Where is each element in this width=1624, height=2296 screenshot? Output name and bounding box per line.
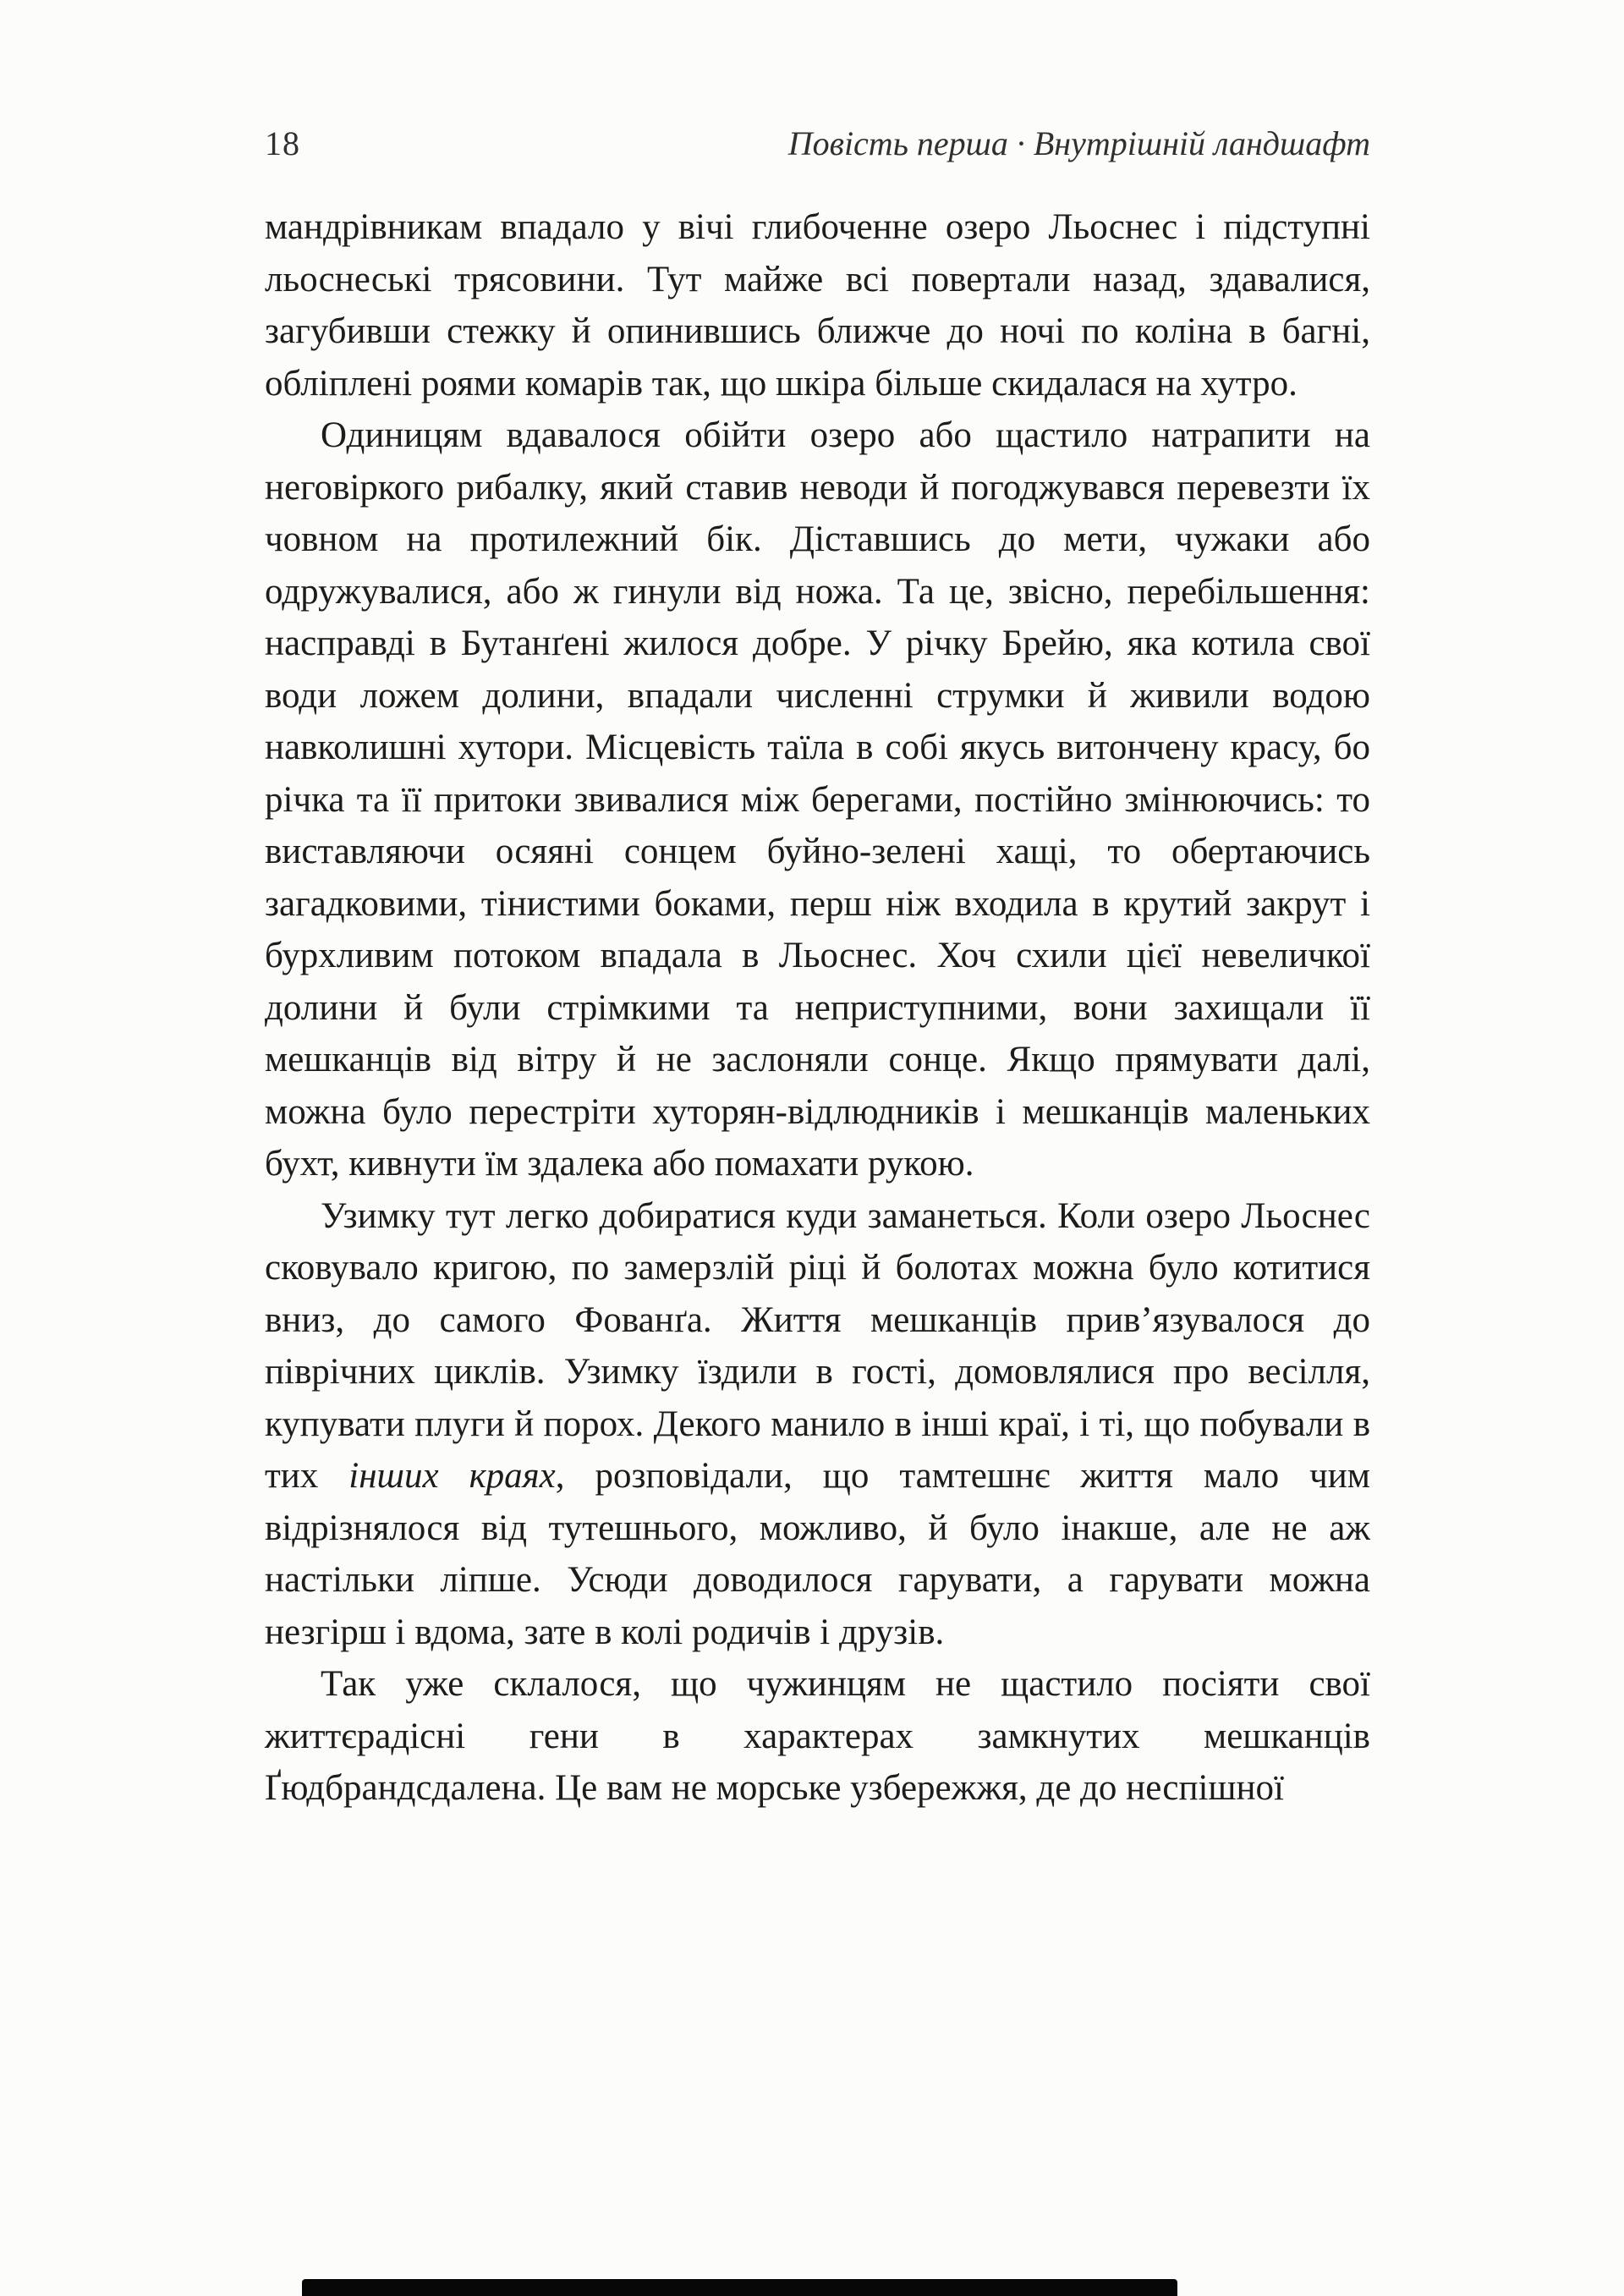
paragraphs (265, 201, 1370, 1815)
page-number: 18 (265, 124, 300, 162)
text-run: мандрівникам впадало у вічі глибоченне озеро Льоснес і підступні льоснеські трясовини. Тут майже всі повертали назад, здавалися, загубивши стежку й опинившись ближче до ночі по коліна в багні, обліплені роями комарів так, що шкіра більше скидалася на хутро. (265, 207, 1370, 404)
text-run: Одиницям вдавалося обійти озеро або щастило натрапити на неговіркого рибалку, який ставив неводи й погоджувався перевезти їх човном на протилежний бік. Діставшись до мети, чужаки або одружувалися, або ж гинули від ножа. Та це, звісно, перебільшення: насправді в Бутанґені жилося добре. У річку Брейю, яка котила свої води ложем долини, впадали численні струмки й живили водою навколишні хутори. Місцевість таїла в собі якусь витончену красу, бо річка та її притоки звивалися між берегами, постійно змінюючись: то виставляючи осяяні сонцем буйно-зелені хащі, то обертаючись загадковими, тінистими боками, перш ніж входила в крутий закрут і бурхливим потоком впадала в Льоснес. Хоч схили цієї невеличкої долини й були стрімкими та неприступними, вони захищали її мешканців від вітру й не заслоняли сонце. Якщо прямувати далі, можна було перестріти хуторян-відлюдників і мешканців маленьких бухт, кивнути їм здалека або помахати рукою. (265, 415, 1370, 1184)
page-header (265, 124, 1370, 163)
paragraph (265, 1658, 1370, 1815)
paragraph (265, 201, 1370, 409)
text-block (265, 201, 1370, 1815)
italic-text-run: інших краях (348, 1456, 556, 1496)
paragraph (265, 1190, 1370, 1659)
scan-artifact-bar (302, 2279, 1177, 2296)
running-title: Повість перша · Внутрішній ландшафт (787, 124, 1370, 162)
paragraph (265, 409, 1370, 1190)
text-run: Так уже склалося, що чужинцям не щастило посіяти свої життєрадісні гени в характерах замкнутих мешканців Ґюдбрандсдалена. Це вам не морське узбережжя, де до неспішної (265, 1664, 1370, 1808)
text-run: , розповідали, що тамтешнє життя мало чим відрізнялося від тутешнього, можливо, й було інакше, але не аж настільки ліпше. Усюди доводилося гарувати, а гарувати можна незгірш і вдома, зате в колі родичів і друзів. (265, 1456, 1370, 1652)
text-run: Узимку тут легко добиратися куди заманеться. Коли озеро Льоснес сковувало кригою, по замерзлій ріці й болотах можна було котитися вниз, до самого Фованґа. Життя мешканців прив’язувалося до піврічних циклів. Узимку їздили в гості, домовлялися про весілля, купувати плуги й порох. Декого манило в інші краї, і ті, що побували в тих (265, 1195, 1370, 1496)
